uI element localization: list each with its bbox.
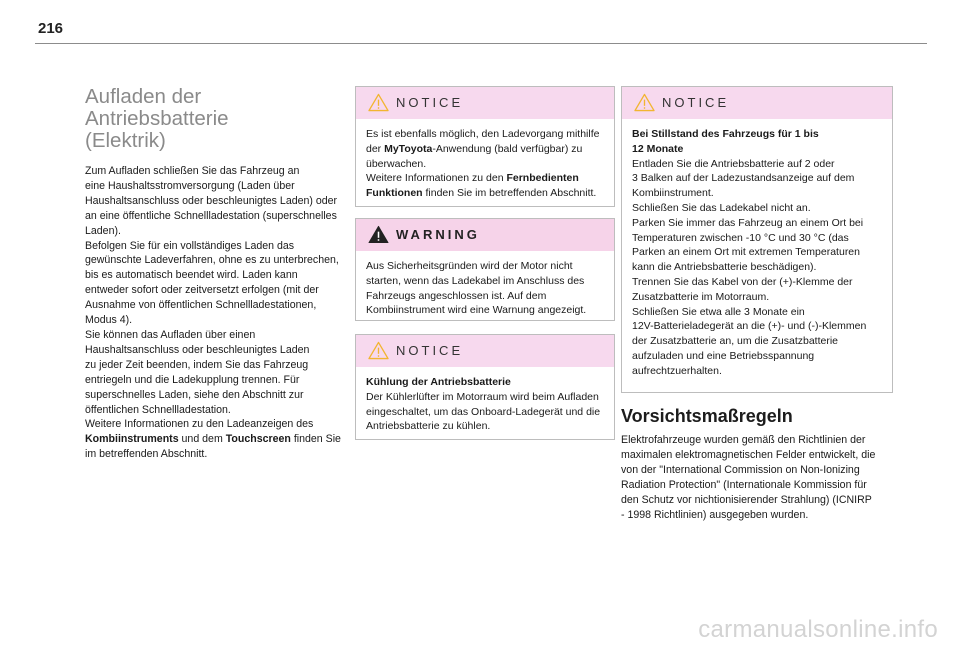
notice-subheading: Bei Stillstand des Fahrzeugs für 1 bis 12 Monate (632, 128, 819, 155)
text-run: finden Sie im betreffenden Abschnitt. (85, 433, 341, 461)
notice-text (356, 119, 614, 209)
paragraph: Befolgen Sie für ein vollständiges Laden das gewünschte Ladeverfahren, ohne es zu unterbrechen, bis es automatisch beendet wird. Laden kann entweder sofort oder zeitversetzt erfolgen (mit der Ausnahme von öffentlichen Schnellladestationen, Modus 4). (85, 239, 339, 327)
section-title: Vorsichtsmaßregeln (621, 406, 793, 426)
text-run: und dem (178, 433, 226, 446)
warning-text: Aus Sicherheitsgründen wird der Motor nicht starten, wenn das Ladekabel im Anschluss des Fahrzeugs angeschlossen ist. Auf dem Kombiinstrument wird eine Warnung angezeigt. (366, 260, 587, 317)
notice-box (355, 86, 615, 207)
notice-title: NOTICE (396, 343, 464, 358)
section-charging (85, 86, 345, 462)
notice-title: NOTICE (396, 95, 464, 110)
bold-term: MyToyota (384, 142, 433, 155)
warning-box (355, 218, 615, 321)
bold-term: Fernbedienten Funktionen (366, 172, 579, 200)
notice-text (622, 119, 892, 387)
paragraph (85, 417, 345, 462)
page-number: 216 (38, 20, 64, 37)
paragraph: Zum Aufladen schließen Sie das Fahrzeug an eine Haushaltsstromversorgung (Laden über Haushaltsanschluss oder beschleunigtes Laden) oder an eine öffentliche Schnellladestation (superschnelles Laden). (85, 165, 338, 237)
bold-term: Touchscreen (225, 433, 291, 446)
warning-triangle-icon (368, 225, 389, 244)
section-title (85, 86, 345, 152)
section-title-line1: Aufladen der Antriebsbatterie (85, 85, 229, 130)
section-title-line2: (Elektrik) (85, 129, 166, 152)
notice-text (356, 367, 614, 442)
warning-title: WARNING (396, 227, 480, 242)
notice-title: NOTICE (662, 95, 730, 110)
caution-triangle-icon (634, 93, 655, 112)
text-run: Es ist ebenfalls möglich, den Ladevorgang mithilfe der (366, 128, 600, 155)
notice-subheading: Kühlung der Antriebsbatterie (366, 376, 511, 388)
warning-header (356, 219, 614, 251)
paragraph: Elektrofahrzeuge wurden gemäß den Richtlinien der maximalen elektromagnetischen Felder entwickelt, die von der "International Commission on Non-Ionizing Radiation Protection" (Internationale Kommission für den Schutz vor nichtionisierender Strahlung) (ICNIRP - 1998 Richtlinien) ausgegeben wurden. (621, 434, 876, 521)
notice-body: Der Kühlerlüfter im Motorraum wird beim Aufladen eingeschaltet, um das Onboard-Ladegerät und die Antriebsbatterie zu kühlen. (366, 390, 601, 433)
text-run: finden Sie im betreffenden Abschnitt. (422, 187, 597, 200)
notice-box (621, 86, 893, 393)
watermark: carmanualsonline.info (698, 616, 938, 643)
text-run: Weitere Informationen zu den Ladeanzeigen des (85, 418, 314, 431)
caution-triangle-icon (368, 341, 389, 360)
notice-header (356, 335, 614, 367)
notice-header (356, 87, 614, 119)
text-run: -Anwendung (bald verfügbar) zu überwachen. Weitere Informationen zu den (366, 142, 583, 185)
header-rule (35, 43, 927, 44)
notice-body: Entladen Sie die Antriebsbatterie auf 2 oder 3 Balken auf der Ladezustandsanzeige auf dem Kombiinstrument. Schließen Sie das Ladekabel nicht an. Parken Sie immer das Fahrzeug an einem Ort bei Temperaturen zwischen -10 °C und 30 °C (das Parken an einem Ort mit extremen Temperaturen kann die Antriebsbatterie beschädigen). Trennen Sie das Kabel von der (+)-Klemme der Zusatzbatterie im Motorraum. Schließen Sie etwa alle 3 Monate ein 12V-Batterieladegerät an die (+)- und (-)-Klemmen der Zusatzbatterie an, um die Zusatzbatterie aufzuladen und eine Betriebsspannung aufrechtzuerhalten. (632, 157, 867, 377)
notice-header (622, 87, 892, 119)
paragraph: Sie können das Aufladen über einen Haushaltsanschluss oder beschleunigtes Laden zu jeder Zeit beenden, indem Sie das Fahrzeug entriegeln und die Ladekupplung trennen. Für superschnelles Laden, siehe den Abschnitt zur öffentlichen Schnellladestation. (85, 328, 310, 416)
notice-box (355, 334, 615, 440)
caution-triangle-icon (368, 93, 389, 112)
bold-term: Kombiinstruments (85, 433, 179, 446)
